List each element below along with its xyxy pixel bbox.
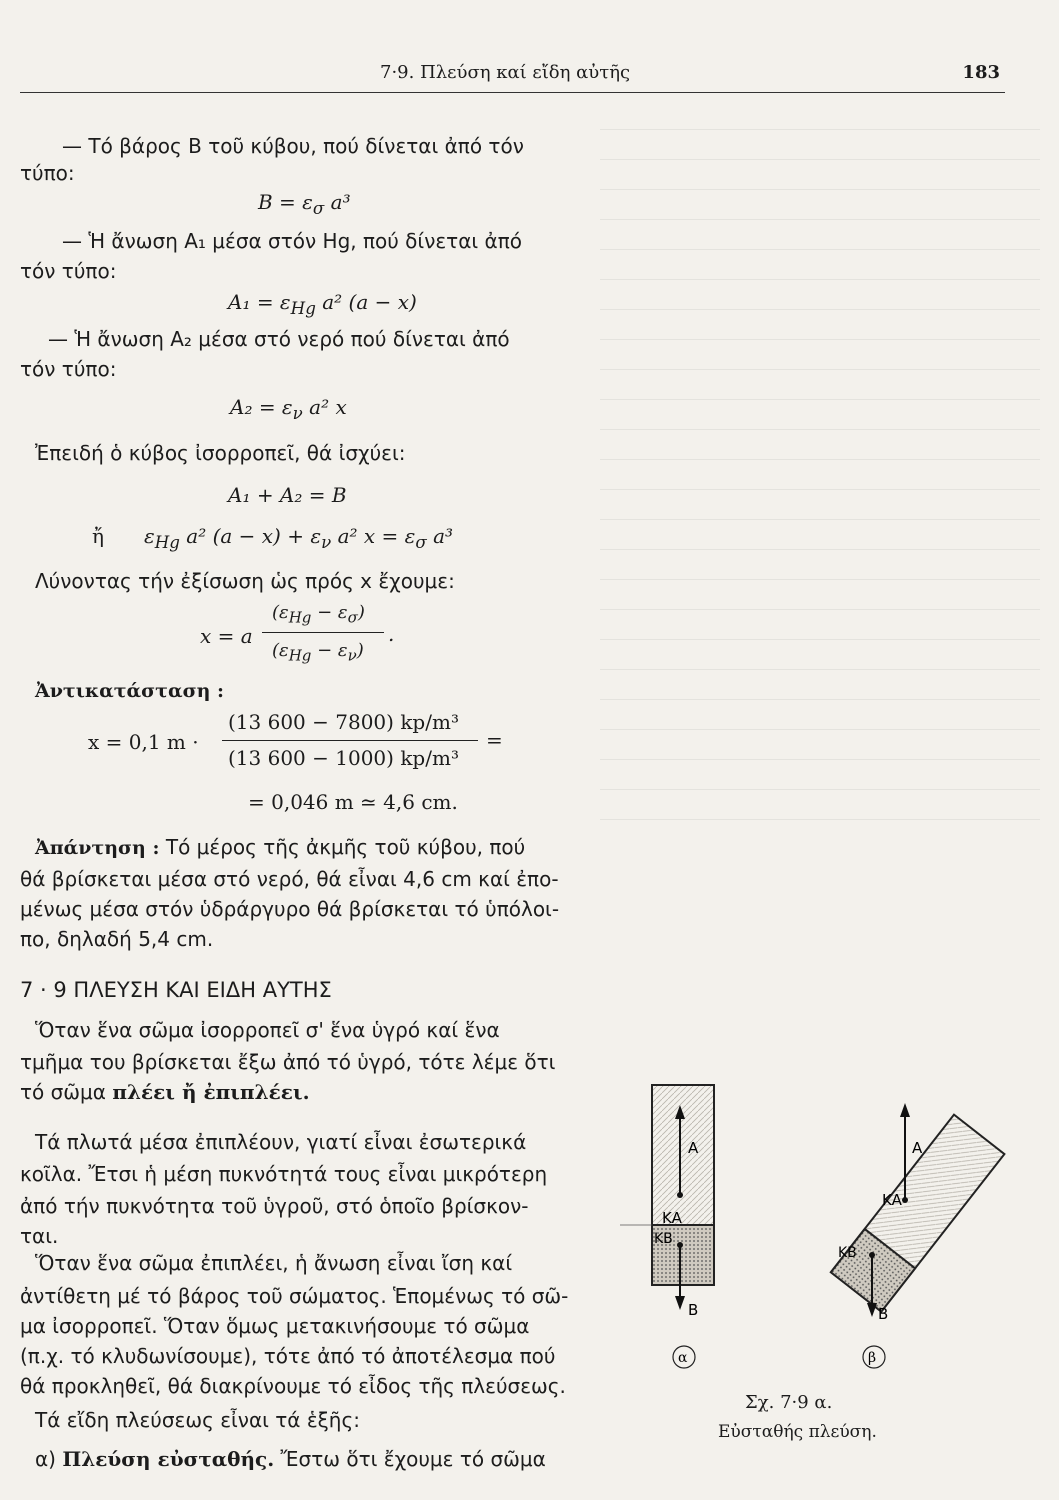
header-rule: [20, 92, 1005, 93]
text-line: τμῆμα του βρίσκεται ἔξω ἀπό τό ὑγρό, τότε λέμε ὅτι: [20, 1050, 556, 1074]
text-line: — Τό βάρος B τοῦ κύβου, πού δίνεται ἀπό τόν: [62, 134, 524, 158]
eq-part: ἤ: [92, 524, 104, 548]
fraction-numerator: [272, 602, 365, 627]
eq-sub: ν: [321, 533, 332, 552]
eq-part: a² x: [302, 395, 347, 419]
eq-part: ): [356, 640, 364, 661]
label-KB-a: KB: [654, 1231, 673, 1247]
panel-a-block: [620, 1085, 714, 1310]
label-KA-b: KA: [882, 1191, 902, 1209]
eq-sub: Hg: [154, 533, 180, 552]
label-B-b: B: [878, 1305, 889, 1323]
text-line: θά βρίσκεται μέσα στό νερό, θά εἶναι 4,6 cm καί ἐπο-: [20, 867, 559, 891]
eq-part: (ε: [272, 602, 289, 623]
substitution-label: Ἀντικατάσταση :: [35, 680, 225, 702]
text-line: πο, δηλαδή 5,4 cm.: [20, 927, 214, 951]
eq-sub: ν: [347, 646, 357, 665]
figure-caption-text: Εὐσταθής πλεύση.: [718, 1422, 877, 1442]
text-line: ται.: [20, 1224, 59, 1248]
fraction-bar: [222, 740, 478, 741]
fraction-numerator: (13 600 − 7800) kp/m³: [228, 710, 459, 734]
equation-expanded: [92, 524, 453, 552]
eq-part: (ε: [272, 640, 289, 661]
header-title: 7·9. Πλεύση καί εἴδη αὐτῆς: [380, 62, 631, 83]
text-line: (π.χ. τό κλυδωνίσουμε), τότε ἀπό τό ἀποτέλεσμα πού: [20, 1344, 556, 1368]
eq-sub: Hg: [288, 608, 312, 627]
text-line: μα ἰσορροπεῖ. Ὅταν ὅμως μετακινήσουμε τό σῶμα: [20, 1314, 530, 1338]
text-part: τό σῶμα: [20, 1080, 113, 1104]
text-line: [35, 1446, 546, 1472]
text-line: τόν τύπο:: [20, 259, 117, 283]
equation-result: = 0,046 m ≃ 4,6 cm.: [248, 790, 458, 814]
label-B-a: B: [688, 1301, 699, 1319]
text-line: θά προκληθεῖ, θά διακρίνουμε τό εἶδος τῆς πλεύσεως.: [20, 1374, 566, 1398]
answer-text: Τό μέρος τῆς ἀκμῆς τοῦ κύβου, πού: [159, 835, 526, 859]
text-line: ἀπό τήν πυκνότητα τοῦ ὑγροῦ, στό ὁποῖο βρίσκον-: [20, 1194, 529, 1218]
eq-equals: =: [486, 728, 503, 752]
answer-line: [35, 834, 525, 861]
panel-a-label: α: [678, 1350, 688, 1366]
eq-part: B = ε: [258, 190, 313, 214]
text-line: τόν τύπο:: [20, 357, 117, 381]
eq-sub: σ: [312, 199, 325, 218]
text-part: Ἔστω ὅτι ἔχουμε τό σῶμα: [274, 1447, 546, 1471]
eq-part: a² (a − x): [315, 290, 417, 314]
text-line: [20, 1079, 310, 1105]
text-bold: πλέει ἤ ἐπιπλέει.: [112, 1080, 310, 1104]
eq-part: ε: [143, 524, 155, 548]
eq-sub: σ: [415, 533, 427, 552]
text-line: ἀντίθετη μέ τό βάρος τοῦ σώματος. Ἑπομένως τό σῶ-: [20, 1284, 569, 1308]
text-line: — Ἡ ἄνωση A₂ μέσα στό νερό πού δίνεται ἀπό: [48, 327, 510, 351]
section-heading: 7 · 9 ΠΛΕΥΣΗ ΚΑΙ ΕΙΔΗ ΑΥΤΗΣ: [20, 978, 332, 1002]
figure-caption-number: Σχ. 7·9 α.: [745, 1392, 833, 1413]
text-line: Ὅταν ἕνα σῶμα ἰσορροπεῖ σ' ἕνα ὑγρό καί ἕνα: [35, 1018, 500, 1042]
eq-part: a² (a − x) + ε: [179, 524, 322, 548]
answer-label: Ἀπάντηση :: [35, 837, 160, 859]
label-KA-a: KA: [662, 1209, 682, 1227]
eq-part: A₁ = ε: [228, 290, 291, 314]
text-bold: Πλεύση εὐσταθής.: [62, 1447, 275, 1471]
fraction-denominator: (13 600 − 1000) kp/m³: [228, 746, 459, 770]
text-part: α): [35, 1447, 63, 1471]
equation-substitution-lhs: x = 0,1 m ·: [88, 730, 199, 754]
text-line: Τά εἴδη πλεύσεως εἶναι τά ἑξῆς:: [35, 1408, 360, 1432]
eq-part: ): [357, 602, 365, 623]
text-line: μένως μέσα στόν ὑδράργυρο θά βρίσκεται τό ὑπόλοι-: [20, 897, 560, 921]
eq-sub: Hg: [288, 646, 312, 665]
text-line: Λύνοντας τήν ἐξίσωση ὡς πρός x ἔχουμε:: [35, 569, 455, 593]
fraction-denominator: [272, 640, 364, 665]
eq-dot: .: [388, 622, 395, 646]
eq-sub: ν: [292, 404, 303, 423]
eq-part: A₂ = ε: [230, 395, 293, 419]
eq-sub: Hg: [290, 299, 316, 318]
equation-buoyancy-hg: [228, 290, 417, 318]
text-line: τύπο:: [20, 161, 75, 185]
equation-buoyancy-water: [230, 395, 347, 423]
equation-solution-lhs: x = a: [200, 624, 253, 648]
page-number: 183: [962, 62, 1000, 83]
eq-part: a³: [426, 524, 454, 548]
eq-part: − ε: [311, 640, 348, 661]
text-line: — Ἡ ἄνωση A₁ μέσα στόν Hg, πού δίνεται ἀπό: [62, 229, 522, 253]
eq-part: − ε: [311, 602, 348, 623]
label-A-b: A: [912, 1139, 923, 1157]
figure-drawing: [620, 1075, 1040, 1375]
text-line: Ὅταν ἕνα σῶμα ἐπιπλέει, ἡ ἄνωση εἶναι ἴση καί: [35, 1251, 513, 1275]
eq-part: a² x = ε: [331, 524, 416, 548]
panel-b-label: β: [868, 1350, 877, 1366]
label-A-a: A: [688, 1139, 699, 1157]
text-line: κοῖλα. Ἔτσι ἡ μέση πυκνότητά τους εἶναι μικρότερη: [20, 1162, 548, 1186]
label-KB-b: KB: [838, 1245, 857, 1261]
fraction-bar: [262, 632, 384, 633]
bleed-through-texture: [600, 120, 1040, 820]
equation-balance: A₁ + A₂ = B: [228, 483, 347, 507]
text-line: Ἐπειδή ὁ κύβος ἰσορροπεῖ, θά ἰσχύει:: [35, 441, 406, 465]
equation-weight: [258, 190, 351, 218]
eq-sub: σ: [347, 608, 358, 627]
figure-stable-floating: [620, 1075, 1040, 1375]
text-line: Τά πλωτά μέσα ἐπιπλέουν, γιατί εἶναι ἐσωτερικά: [35, 1130, 527, 1154]
eq-part: a³: [324, 190, 351, 214]
